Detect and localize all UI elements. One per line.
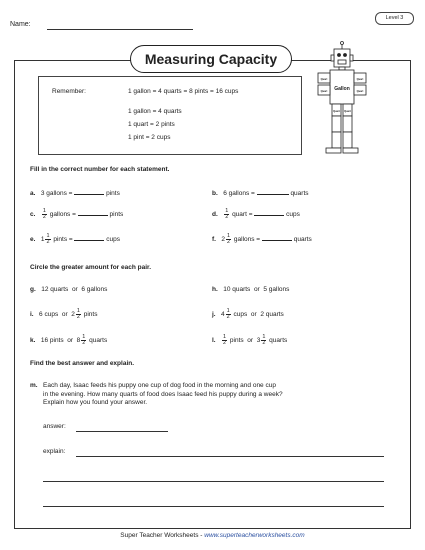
robot-leg-label: Quart	[344, 110, 351, 113]
problem-m-text: Each day, Isaac feeds his puppy one cup of dog food in the morning and one cup in the evening. How many quarts of food does Isaac feed his puppy during a week? Explain how you found your answer.	[43, 382, 283, 406]
problem-c: c. $\frac{1}{2}$ gallons = pints	[30, 208, 124, 220]
problem-letter: m.	[30, 382, 38, 389]
fraction: $\frac{1}{2}$	[225, 208, 229, 220]
section-2-heading: Circle the greater amount for each pair.	[30, 264, 152, 271]
fraction: $\frac{1}{2}$	[42, 208, 46, 220]
answer-line[interactable]	[76, 431, 168, 432]
explain-line[interactable]	[43, 481, 384, 482]
footer-text: Super Teacher Worksheets -	[120, 532, 205, 539]
problem-letter: g.	[30, 286, 36, 293]
remember-line-3: 1 quart = 2 pints	[128, 121, 175, 128]
remember-line-2: 1 gallon = 4 quarts	[128, 108, 182, 115]
problem-d: d. $\frac{1}{2}$ quart = cups	[212, 208, 300, 220]
answer-blank-c[interactable]	[78, 209, 108, 216]
level-badge: Level 3	[375, 12, 414, 25]
problem-f: f. 2 $\frac{1}{2}$ gallons = quarts	[212, 233, 312, 245]
robot-chest-label: Gallon	[334, 86, 350, 92]
footer-link[interactable]: www.superteacherworksheets.com	[204, 532, 305, 539]
name-label: Name:	[10, 21, 31, 28]
robot-arm-label: Quart	[356, 90, 364, 93]
problem-g: g. 12 quarts or 6 gallons	[30, 286, 108, 293]
problem-b: b. 6 gallons = quarts	[212, 190, 309, 197]
answer-blank-a[interactable]	[74, 188, 104, 195]
problem-letter: a.	[30, 190, 36, 197]
problem-letter: b.	[212, 190, 218, 197]
problem-letter: c.	[30, 211, 36, 219]
answer-blank-e[interactable]	[74, 234, 104, 241]
fraction: $\frac{1}{2}$	[223, 334, 227, 346]
problem-letter: d.	[212, 211, 218, 219]
fraction: $\frac{1}{2}$	[82, 334, 86, 346]
problem-letter: j.	[212, 311, 216, 319]
explain-line[interactable]	[76, 456, 384, 457]
problem-j: j. 4 $\frac{1}{2}$ cups or 2 quarts	[212, 308, 284, 320]
footer	[0, 532, 425, 539]
problem-letter: e.	[30, 236, 36, 244]
answer-label: answer:	[43, 423, 66, 430]
answer-blank-f[interactable]	[262, 234, 292, 241]
robot-leg-label: Quart	[333, 110, 340, 113]
section-3-heading: Find the best answer and explain.	[30, 360, 135, 367]
name-field[interactable]	[47, 29, 193, 30]
answer-blank-b[interactable]	[257, 188, 289, 195]
fraction: $\frac{1}{2}$	[76, 308, 80, 320]
robot-illustration	[312, 40, 372, 165]
robot-arm-label: Quart	[320, 78, 328, 81]
problem-letter: k.	[30, 337, 36, 345]
problem-e: e. 1 $\frac{1}{2}$ pints = cups	[30, 233, 121, 245]
remember-line-4: 1 pint = 2 cups	[128, 134, 171, 141]
section-1-heading: Fill in the correct number for each statement.	[30, 166, 170, 173]
problem-k: k. 16 pints or 8 $\frac{1}{2}$ quarts	[30, 334, 108, 346]
fraction: $\frac{1}{2}$	[46, 233, 50, 245]
fraction: $\frac{1}{2}$	[226, 308, 230, 320]
robot-arm-label: Quart	[320, 90, 328, 93]
problem-a: a. 3 gallons = pints	[30, 190, 120, 197]
fraction: $\frac{1}{2}$	[227, 233, 231, 245]
remember-line-1: 1 gallon = 4 quarts = 8 pints = 16 cups	[128, 88, 239, 95]
robot-arm-label: Quart	[356, 78, 364, 81]
answer-blank-d[interactable]	[254, 209, 284, 216]
explain-label: explain:	[43, 448, 66, 455]
problem-letter: h.	[212, 286, 218, 293]
problem-letter: f.	[212, 236, 216, 244]
page-title: Measuring Capacity	[130, 45, 292, 73]
problem-i: i. 6 cups or 2 $\frac{1}{2}$ pints	[30, 308, 98, 320]
remember-label: Remember:	[52, 88, 86, 95]
explain-line[interactable]	[43, 506, 384, 507]
problem-letter: l.	[212, 337, 216, 345]
fraction: $\frac{1}{2}$	[262, 334, 266, 346]
problem-l: l. $\frac{1}{2}$ pints or 3 $\frac{1}{2}$ quarts	[212, 334, 288, 346]
problem-h: h. 10 quarts or 5 gallons	[212, 286, 290, 293]
problem-letter: i.	[30, 311, 34, 319]
